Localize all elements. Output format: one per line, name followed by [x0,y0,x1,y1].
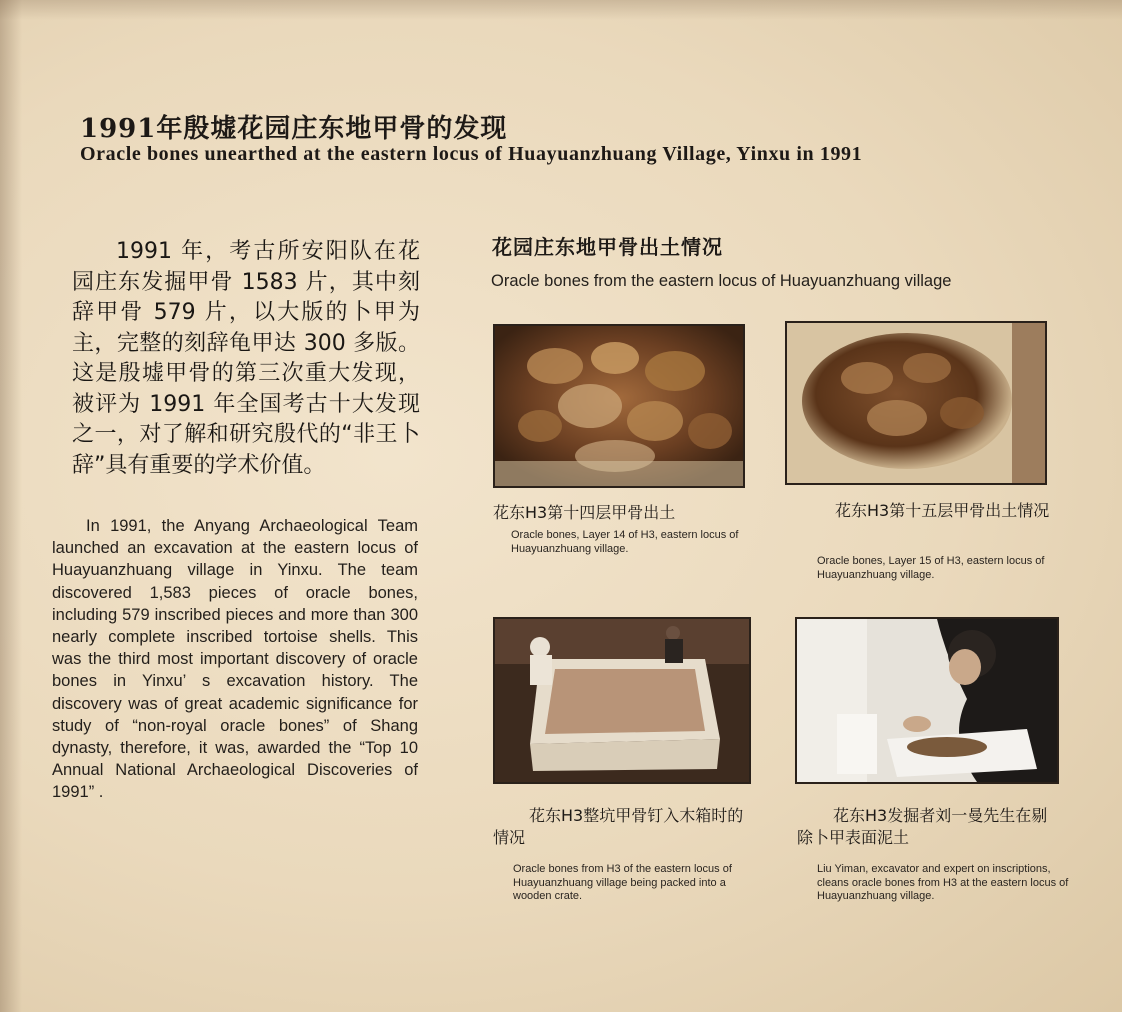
intro-paragraph-cn: 1991 年，考古所安阳队在花园庄东发掘甲骨 1583 片，其中刻辞甲骨 579 片，以大版的卜甲为主，完整的刻辞龟甲达 300 多版。这是殷墟甲骨的第三次重大发现，被评为 1991 年全国考古十大发现之一，对了解和研究殷代的“非王卜辞”具有重要的学术价值。 [72,239,420,478]
photo-layer-14-oracle-bones [493,324,745,488]
panel-edge-shadow [0,0,22,1012]
section-heading-cn: 花园庄东地甲骨出土情况 [492,235,723,259]
panel-title-en: Oracle bones unearthed at the eastern locus of Huayuanzhuang Village, Yinxu in 1991 [80,143,863,165]
section-heading-en: Oracle bones from the eastern locus of Huayuanzhuang village [491,272,952,290]
intro-text-en [52,515,418,804]
photo-caption-cn: 花东H3第十五层甲骨出土情况 [835,501,1050,520]
photo-caption-cn: 花东H3整坑甲骨钉入木箱时的情况 [493,806,744,847]
panel-title-cn: 1991年殷墟花园庄东地甲骨的发现 [80,114,508,144]
photo-caption-cn: 花东H3第十四层甲骨出土 [493,503,676,522]
photo-layer-15-oracle-bones [785,321,1047,485]
photo-excavator-cleaning [795,617,1059,784]
photo-caption-cn: 花东H3发掘者刘一曼先生在剔除卜甲表面泥土 [797,806,1048,847]
photo-caption-en: Oracle bones from H3 of the eastern locus of Huayuanzhuang village being packed into a wooden crate. [513,863,732,902]
photo-caption-en: Liu Yiman, excavator and expert on inscriptions, cleans oracle bones from H3 at the eastern locus of Huayuanzhuang village. [817,863,1069,902]
photo-wooden-crate [493,617,751,784]
photo-caption-en: Oracle bones, Layer 14 of H3, eastern locus of Huayuanzhuang village. [511,529,739,555]
intro-text-cn [72,237,420,481]
panel-top-shadow [0,0,1122,20]
intro-paragraph-en: In 1991, the Anyang Archaeological Team launched an excavation at the eastern locus of Huayuanzhuang village in Yinxu. The team discovered 1,583 pieces of oracle bones, including 579 inscribed pieces and more than 300 nearly complete inscribed tortoise shells. This was the third most important discovery of oracle bones in Yinxu’ s excavation history. The discovery was of great academic significance for study of “non-royal oracle bones” of Shang dynasty, therefore, it was, awarded the “Top 10 Annual National Archaeological Discoveries of 1991” . [52,517,418,802]
photo-caption-en: Oracle bones, Layer 15 of H3, eastern locus of Huayuanzhuang village. [817,555,1045,581]
